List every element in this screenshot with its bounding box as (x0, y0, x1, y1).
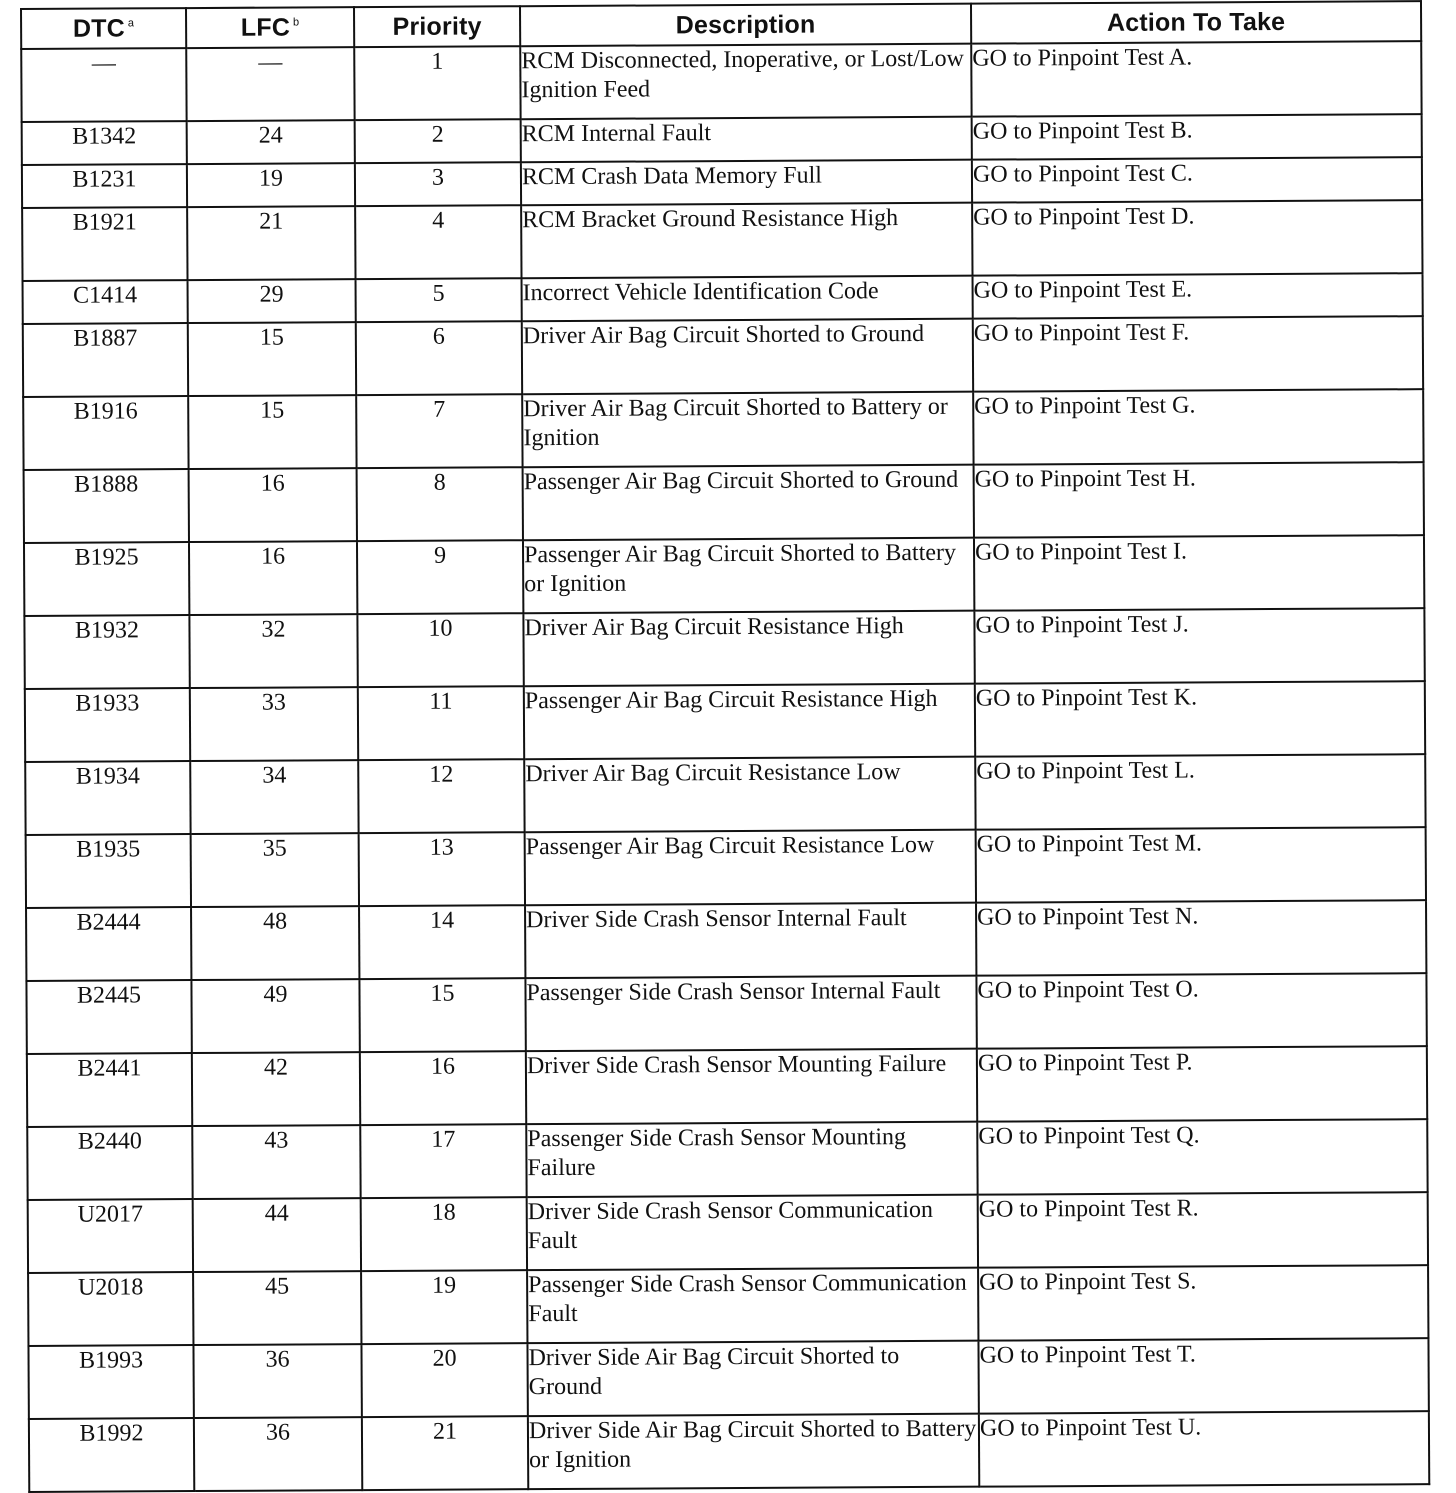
priority-cell: 4 (355, 205, 521, 279)
action-cell: GO to Pinpoint Test C. (972, 157, 1422, 203)
lfc-cell: 36 (194, 1417, 362, 1491)
lfc-cell: 36 (193, 1344, 361, 1418)
dtc-cell: B1887 (23, 323, 188, 397)
table-row (23, 389, 1423, 470)
action-cell: GO to Pinpoint Test H. (974, 462, 1424, 538)
priority-cell: 3 (355, 162, 521, 206)
lfc-cell: 19 (187, 163, 355, 207)
description-cell: Driver Side Crash Sensor Communication Fault (527, 1195, 978, 1271)
dtc-cell: C1414 (23, 280, 188, 324)
description-cell: Driver Air Bag Circuit Shorted to Battery or Ignition (522, 392, 973, 468)
table-row (24, 462, 1424, 543)
dtc-cell: U2018 (28, 1272, 193, 1346)
table-row (21, 41, 1421, 122)
dtc-cell: B2445 (26, 980, 191, 1054)
description-cell: Driver Side Crash Sensor Internal Fault (525, 903, 976, 979)
priority-cell: 10 (357, 613, 523, 687)
description-cell: Passenger Air Bag Circuit Shorted to Battery or Ignition (523, 538, 974, 614)
action-cell: GO to Pinpoint Test B. (972, 114, 1422, 160)
lfc-cell: 32 (189, 614, 357, 688)
action-cell: GO to Pinpoint Test K. (975, 681, 1425, 757)
priority-cell: 16 (360, 1051, 526, 1125)
dtc-cell: B1921 (22, 207, 187, 281)
action-cell: GO to Pinpoint Test D. (972, 200, 1422, 276)
lfc-cell: 16 (189, 468, 357, 542)
priority-cell: 17 (360, 1124, 526, 1198)
footnote-marker-a: a (127, 17, 135, 30)
table-row (27, 1119, 1427, 1200)
priority-cell: 6 (356, 321, 522, 395)
lfc-cell: 33 (190, 687, 358, 761)
priority-cell: 15 (359, 978, 525, 1052)
action-cell: GO to Pinpoint Test M. (976, 827, 1426, 903)
lfc-cell: — (186, 47, 354, 121)
description-cell: Passenger Air Bag Circuit Resistance Low (525, 830, 976, 906)
action-cell: GO to Pinpoint Test Q. (977, 1119, 1427, 1195)
priority-cell: 19 (361, 1270, 527, 1344)
action-cell: GO to Pinpoint Test T. (978, 1338, 1428, 1414)
table-row (24, 535, 1424, 616)
dtc-cell: B1932 (24, 615, 189, 689)
action-cell: GO to Pinpoint Test G. (973, 389, 1423, 465)
table-body (21, 41, 1429, 1492)
action-cell: GO to Pinpoint Test F. (973, 316, 1423, 392)
lfc-cell: 48 (191, 906, 359, 980)
lfc-cell: 15 (188, 322, 356, 396)
dtc-cell: B1934 (25, 761, 190, 835)
action-cell: GO to Pinpoint Test I. (974, 535, 1424, 611)
description-cell: RCM Disconnected, Inoperative, or Lost/Low Ignition Feed (520, 44, 971, 120)
action-cell: GO to Pinpoint Test S. (978, 1265, 1428, 1341)
description-cell: Passenger Air Bag Circuit Shorted to Ground (523, 465, 974, 541)
table-row (22, 200, 1422, 281)
header-priority: Priority (354, 6, 520, 47)
header-action: Action To Take (971, 1, 1421, 44)
lfc-cell: 24 (187, 120, 355, 164)
description-cell: Driver Air Bag Circuit Resistance High (523, 611, 974, 687)
table-row (23, 316, 1423, 397)
dtc-cell: B2440 (27, 1126, 192, 1200)
dtc-cell: B1888 (24, 469, 189, 543)
action-cell: GO to Pinpoint Test U. (979, 1411, 1429, 1487)
action-cell: GO to Pinpoint Test E. (973, 273, 1423, 319)
lfc-cell: 15 (188, 395, 356, 469)
priority-cell: 9 (357, 540, 523, 614)
priority-cell: 8 (357, 467, 523, 541)
action-cell: GO to Pinpoint Test P. (977, 1046, 1427, 1122)
description-cell: Passenger Air Bag Circuit Resistance High (524, 684, 975, 760)
priority-cell: 1 (354, 46, 520, 120)
header-dtc: DTC $^a$ (21, 8, 186, 49)
lfc-cell: 42 (192, 1052, 360, 1126)
description-cell: RCM Crash Data Memory Full (521, 160, 972, 206)
description-cell: RCM Bracket Ground Resistance High (521, 203, 972, 279)
table-row (29, 1411, 1429, 1492)
priority-cell: 2 (355, 119, 521, 163)
dtc-table-page (20, 0, 1428, 1493)
table-row (26, 973, 1426, 1054)
priority-cell: 18 (361, 1197, 527, 1271)
table-row (25, 681, 1425, 762)
description-cell: Driver Side Air Bag Circuit Shorted to Battery or Ignition (528, 1414, 979, 1490)
priority-cell: 7 (356, 394, 522, 468)
priority-cell: 12 (358, 759, 524, 833)
lfc-cell: 16 (189, 541, 357, 615)
table-row (26, 827, 1426, 908)
description-cell: Passenger Side Crash Sensor Mounting Failure (526, 1122, 977, 1198)
dtc-cell: B1935 (26, 834, 191, 908)
lfc-cell: 45 (193, 1271, 361, 1345)
table-row (28, 1265, 1428, 1346)
dtc-cell: U2017 (28, 1199, 193, 1273)
priority-cell: 11 (358, 686, 524, 760)
dtc-cell: B1925 (24, 542, 189, 616)
dtc-cell: B1342 (22, 121, 187, 165)
table-row (24, 608, 1424, 689)
action-cell: GO to Pinpoint Test J. (974, 608, 1424, 684)
priority-cell: 5 (356, 278, 522, 322)
lfc-cell: 49 (191, 979, 359, 1053)
lfc-cell: 35 (191, 833, 359, 907)
dtc-cell: B1992 (29, 1418, 194, 1492)
dtc-cell: B1916 (23, 396, 188, 470)
description-cell: Passenger Side Crash Sensor Communication Fault (527, 1268, 978, 1344)
description-cell: Incorrect Vehicle Identification Code (522, 276, 973, 322)
header-description: Description (520, 4, 971, 47)
description-cell: Passenger Side Crash Sensor Internal Fault (525, 976, 976, 1052)
action-cell: GO to Pinpoint Test O. (976, 973, 1426, 1049)
dtc-cell: B2441 (27, 1053, 192, 1127)
table-row (25, 754, 1425, 835)
dtc-cell: B1993 (28, 1345, 193, 1419)
action-cell: GO to Pinpoint Test A. (971, 41, 1421, 117)
priority-cell: 21 (362, 1416, 528, 1490)
description-cell: Driver Side Crash Sensor Mounting Failure (526, 1049, 977, 1125)
lfc-cell: 21 (187, 206, 355, 280)
dtc-cell: B2444 (26, 907, 191, 981)
action-cell: GO to Pinpoint Test L. (975, 754, 1425, 830)
footnote-marker-b: b (292, 16, 300, 29)
description-cell: Driver Air Bag Circuit Resistance Low (524, 757, 975, 833)
dtc-cell: B1231 (22, 164, 187, 208)
priority-cell: 13 (359, 832, 525, 906)
action-cell: GO to Pinpoint Test N. (976, 900, 1426, 976)
table-row (28, 1192, 1428, 1273)
lfc-cell: 43 (192, 1125, 360, 1199)
table-row (27, 1046, 1427, 1127)
priority-cell: 14 (359, 905, 525, 979)
dtc-cell: — (21, 48, 186, 122)
lfc-cell: 29 (188, 279, 356, 323)
lfc-cell: 44 (193, 1198, 361, 1272)
description-cell: RCM Internal Fault (521, 117, 972, 163)
description-cell: Driver Side Air Bag Circuit Shorted to Ground (527, 1341, 978, 1417)
header-lfc: LFC $^b$ (186, 7, 354, 48)
description-cell: Driver Air Bag Circuit Shorted to Ground (522, 319, 973, 395)
action-cell: GO to Pinpoint Test R. (978, 1192, 1428, 1268)
priority-cell: 20 (361, 1343, 527, 1417)
table-row (28, 1338, 1428, 1419)
dtc-cell: B1933 (25, 688, 190, 762)
dtc-table (20, 0, 1430, 1493)
table-row (26, 900, 1426, 981)
lfc-cell: 34 (190, 760, 358, 834)
